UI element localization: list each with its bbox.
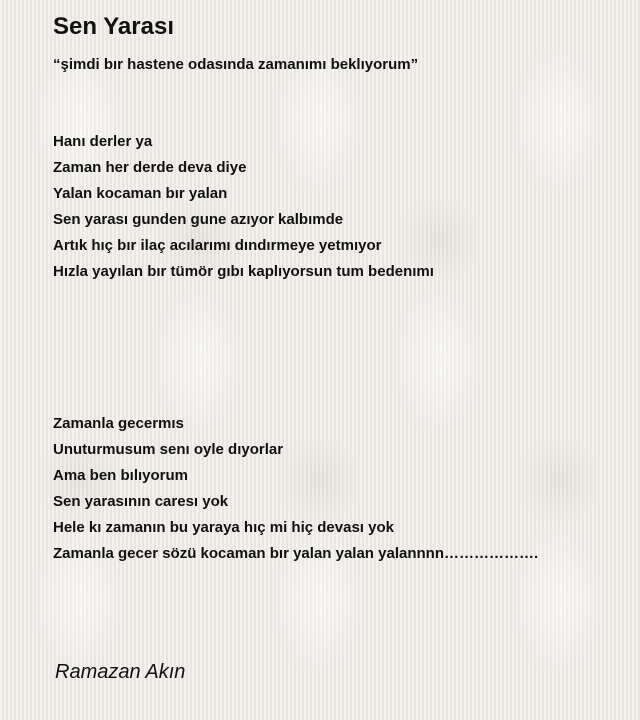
poem-line: Yalan kocaman bır yalan (53, 185, 228, 202)
poem-title: Sen Yarası (53, 13, 174, 40)
poem-line: Hızla yayılan bır tümör gıbı kaplıyorsun tum bedenımı (53, 263, 434, 280)
stanza-1 (53, 129, 434, 285)
poem-line: Zaman her derde deva diye (53, 159, 247, 176)
poem-line: Unuturmusum senı oyle dıyorlar (53, 441, 284, 458)
poem-line: Ama ben bılıyorum (53, 467, 189, 484)
poem-line: Zamanla gecermıs (53, 415, 184, 432)
poem-line: Hele kı zamanın bu yaraya hıç mi hiç devası yok (53, 519, 394, 536)
poem-author: Ramazan Akın (55, 661, 186, 683)
poem-line: Artık hıç bır ilaç acılarımı dındırmeye yetmıyor (53, 237, 382, 254)
poem-line: Sen yarasının caresı yok (53, 493, 229, 510)
stanza-2 (53, 411, 538, 567)
poem-subtitle: “şimdi bır hastene odasında zamanımı beklıyorum” (53, 56, 419, 73)
poem-line: Sen yarası gunden gune azıyor kalbımde (53, 211, 344, 228)
poem-line: Hanı derler ya (53, 133, 153, 150)
poem-line: Zamanla gecer sözü kocaman bır yalan yalan yalannnn………………. (53, 545, 539, 562)
